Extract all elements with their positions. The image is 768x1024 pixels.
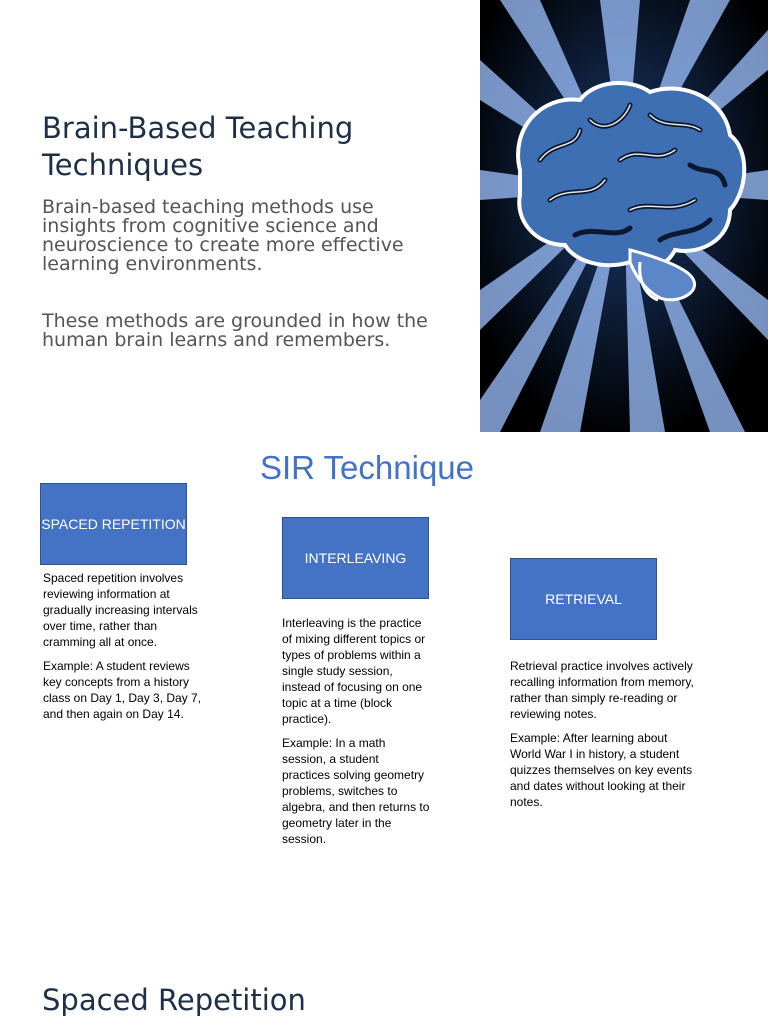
intro-paragraph-secondary: These methods are grounded in how the human brain learns and remembers. [42, 310, 428, 351]
intro-paragraph: Brain-based teaching methods use insights from cognitive science and neuroscience to create more effective learning environments. [42, 196, 404, 275]
spaced-repetition-box [40, 483, 187, 565]
spaced-repetition-text: Spaced repetition involves reviewing information at gradually increasing intervals over time, rather than cramming all at once. [43, 571, 198, 649]
sir-technique-heading: SIR Technique [259, 449, 475, 486]
retrieval-description [510, 658, 698, 818]
retrieval-example: Example: After learning about World War I in history, a student quizzes themselves on key events and dates without looking at their notes. [510, 731, 693, 809]
spaced-repetition-example: Example: A student reviews key concepts from a history class on Day 1, Day 3, Day 7, and then again on Day 14. [43, 659, 202, 721]
retrieval-text: Retrieval practice involves actively recalling information from memory, rather than simply re-reading or reviewing notes. [510, 659, 694, 721]
spaced-repetition-description [43, 570, 205, 730]
retrieval-label: RETRIEVAL [545, 591, 622, 607]
spaced-repetition-label: SPACED REPETITION [41, 516, 186, 532]
brain-icon [480, 0, 768, 432]
interleaving-text: Interleaving is the practice of mixing different topics or types of problems within a single study session, instead of focusing on one topic at a time (block practice). [282, 616, 426, 726]
retrieval-box [510, 558, 657, 640]
page-title: Brain-Based Teaching Techniques [42, 111, 354, 182]
interleaving-example: Example: In a math session, a student practices solving geometry problems, switches to algebra, and then returns to geometry later in the session. [282, 736, 430, 846]
interleaving-label: INTERLEAVING [304, 550, 407, 566]
interleaving-description [282, 615, 430, 855]
section-heading-spaced-repetition: Spaced Repetition [42, 983, 306, 1017]
brain-illustration [480, 0, 768, 432]
interleaving-box [282, 517, 429, 599]
